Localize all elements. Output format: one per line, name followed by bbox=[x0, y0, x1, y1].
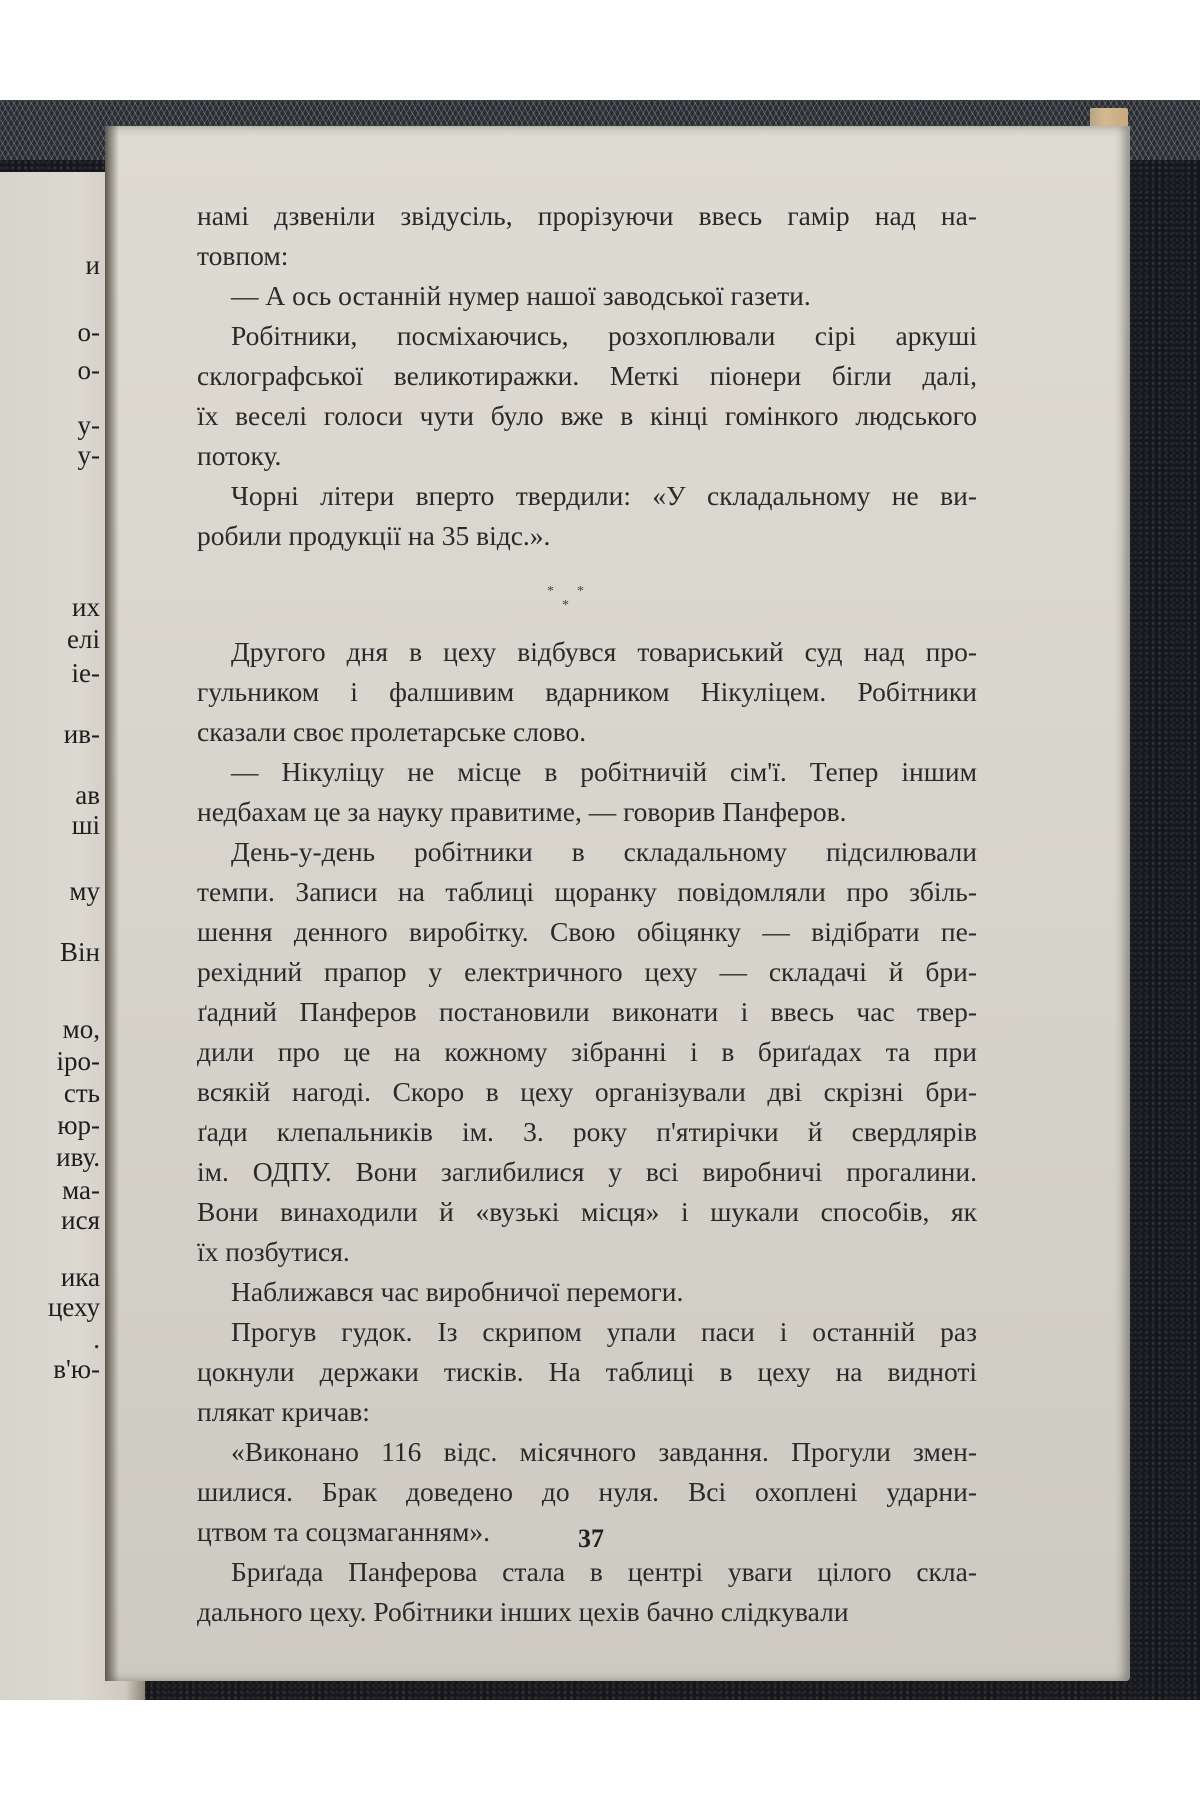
paragraph bbox=[197, 1312, 977, 1432]
page-gutter-shadow bbox=[105, 126, 119, 1681]
text-line: ґади клепальників ім. 3. року п'ятирічки й свердлярів bbox=[197, 1116, 977, 1147]
left-page-fragment: му bbox=[69, 876, 100, 906]
left-page-fragment: ші bbox=[71, 810, 100, 840]
asterisk-glyph: * bbox=[577, 584, 584, 599]
left-page-fragment: у- bbox=[77, 440, 100, 470]
text-line: Наближався час виробничої перемоги. bbox=[231, 1276, 684, 1307]
paragraph bbox=[197, 832, 977, 1272]
left-page-fragment: и bbox=[85, 250, 100, 280]
text-line: цокнули держаки тисків. На таблиці в цеху на видноті bbox=[197, 1356, 977, 1387]
text-line: робили продукції на 35 відс.». bbox=[197, 520, 551, 551]
text-line: Прогув гудок. Із скрипом упали паси і останній раз bbox=[231, 1316, 977, 1347]
text-line: склографської великотиражки. Меткі піонери бігли далі, bbox=[197, 360, 977, 391]
left-page-fragment: ися bbox=[61, 1205, 100, 1235]
left-page-fragment: их bbox=[72, 592, 100, 622]
text-line: темпи. Записи на таблиці щоранку повідомляли про збіль- bbox=[197, 876, 977, 907]
paragraph bbox=[197, 196, 977, 276]
text-line: Другого дня в цеху відбувся товариський суд над про- bbox=[231, 636, 977, 667]
text-line: «Виконано 116 відс. місячного завдання. Прогули змен- bbox=[231, 1436, 977, 1467]
left-page-text-fragments bbox=[0, 172, 100, 1700]
left-page-fragment: іе- bbox=[71, 658, 100, 688]
left-page-fragment: у- bbox=[77, 410, 100, 440]
book-photo bbox=[0, 100, 1200, 1700]
text-line: День-у-день робітники в складальному підсилювали bbox=[231, 836, 977, 867]
left-page-fragment: о- bbox=[77, 355, 100, 385]
right-page bbox=[105, 126, 1130, 1681]
text-line: шення денного виробітку. Свою обіцянку — відібрати пе- bbox=[197, 916, 977, 947]
left-page-fragment: сть bbox=[63, 1078, 100, 1108]
text-line: дального цеху. Робітники інших цехів бачно слідкували bbox=[197, 1596, 849, 1627]
page-number: 37 bbox=[578, 1524, 604, 1553]
text-line: — А ось останній нумер нашої заводської газети. bbox=[231, 280, 811, 311]
left-page-fragment: ика bbox=[60, 1262, 100, 1292]
left-page-fragment: . bbox=[93, 1324, 100, 1354]
text-line: Робітники, посміхаючись, розхоплювали сірі аркуші bbox=[231, 320, 977, 351]
text-line: товпом: bbox=[197, 240, 289, 271]
paragraph bbox=[197, 1272, 977, 1312]
left-page-fragment: елі bbox=[67, 624, 100, 654]
asterisk-glyph: * bbox=[547, 584, 554, 599]
text-line: сказали своє пролетарське слово. bbox=[197, 716, 587, 747]
left-page-fragment: юр- bbox=[57, 1110, 100, 1140]
paragraph bbox=[197, 752, 977, 832]
left-page-fragment: ив- bbox=[63, 719, 100, 749]
asterisk-glyph: * bbox=[562, 598, 569, 613]
paragraph bbox=[197, 276, 977, 316]
text-line: Вони винаходили й «вузькі місця» і шукали способів, як bbox=[197, 1196, 977, 1227]
paragraph bbox=[197, 476, 977, 556]
text-line: їх позбутися. bbox=[197, 1236, 350, 1267]
left-page-fragment: ав bbox=[75, 780, 100, 810]
text-line: гульником і фалшивим вдарником Нікуліцем. Робітники bbox=[197, 676, 977, 707]
left-page-fragment: цеху bbox=[47, 1292, 100, 1322]
left-page-fragment: ма- bbox=[62, 1175, 100, 1205]
left-page-fragment: мо, bbox=[62, 1014, 100, 1044]
text-line: ім. ОДПУ. Вони заглибилися у всі виробничі прогалини. bbox=[197, 1156, 977, 1187]
left-page-fragment: Він bbox=[60, 937, 100, 967]
paragraph bbox=[197, 632, 977, 752]
text-line: потоку. bbox=[197, 440, 282, 471]
left-page-fragment: иву. bbox=[56, 1142, 100, 1172]
left-page-fragment: о- bbox=[77, 317, 100, 347]
text-line: їх веселі голоси чути було вже в кінці гомінкого людського bbox=[197, 400, 977, 431]
text-line: всякій нагоді. Скоро в цеху організували дві скрізні бри- bbox=[197, 1076, 977, 1107]
paragraph bbox=[197, 316, 977, 476]
text-line: шилися. Брак доведено до нуля. Всі охоплені ударни- bbox=[197, 1476, 977, 1507]
text-line: — Нікуліцу не місце в робітничій сім'ї. Тепер іншим bbox=[231, 756, 977, 787]
text-line: рехідний прапор у електричного цеху — складачі й бри- bbox=[197, 956, 977, 987]
left-page-fragment: в'ю- bbox=[53, 1354, 100, 1384]
section-break-asterism bbox=[197, 556, 977, 632]
text-line: дили про це на кожному зібранні і в бриґадах та при bbox=[197, 1036, 977, 1067]
left-page-fragment: іро- bbox=[56, 1046, 100, 1076]
text-line: недбахам це за науку правитиме, — говорив Панферов. bbox=[197, 796, 847, 827]
text-line: цтвом та соцзмаганням». bbox=[197, 1516, 490, 1547]
page-body-text bbox=[197, 196, 977, 1632]
text-line: ґадний Панферов постановили виконати і ввесь час твер- bbox=[197, 996, 977, 1027]
text-line: намі дзвеніли звідусіль, прорізуючи ввесь гамір над на- bbox=[197, 200, 977, 231]
paragraph bbox=[197, 1552, 977, 1632]
text-line: Бриґада Панферова стала в центрі уваги цілого скла- bbox=[231, 1556, 977, 1587]
text-line: плякат кричав: bbox=[197, 1396, 370, 1427]
text-line: Чорні літери вперто твердили: «У складальному не ви- bbox=[231, 480, 977, 511]
